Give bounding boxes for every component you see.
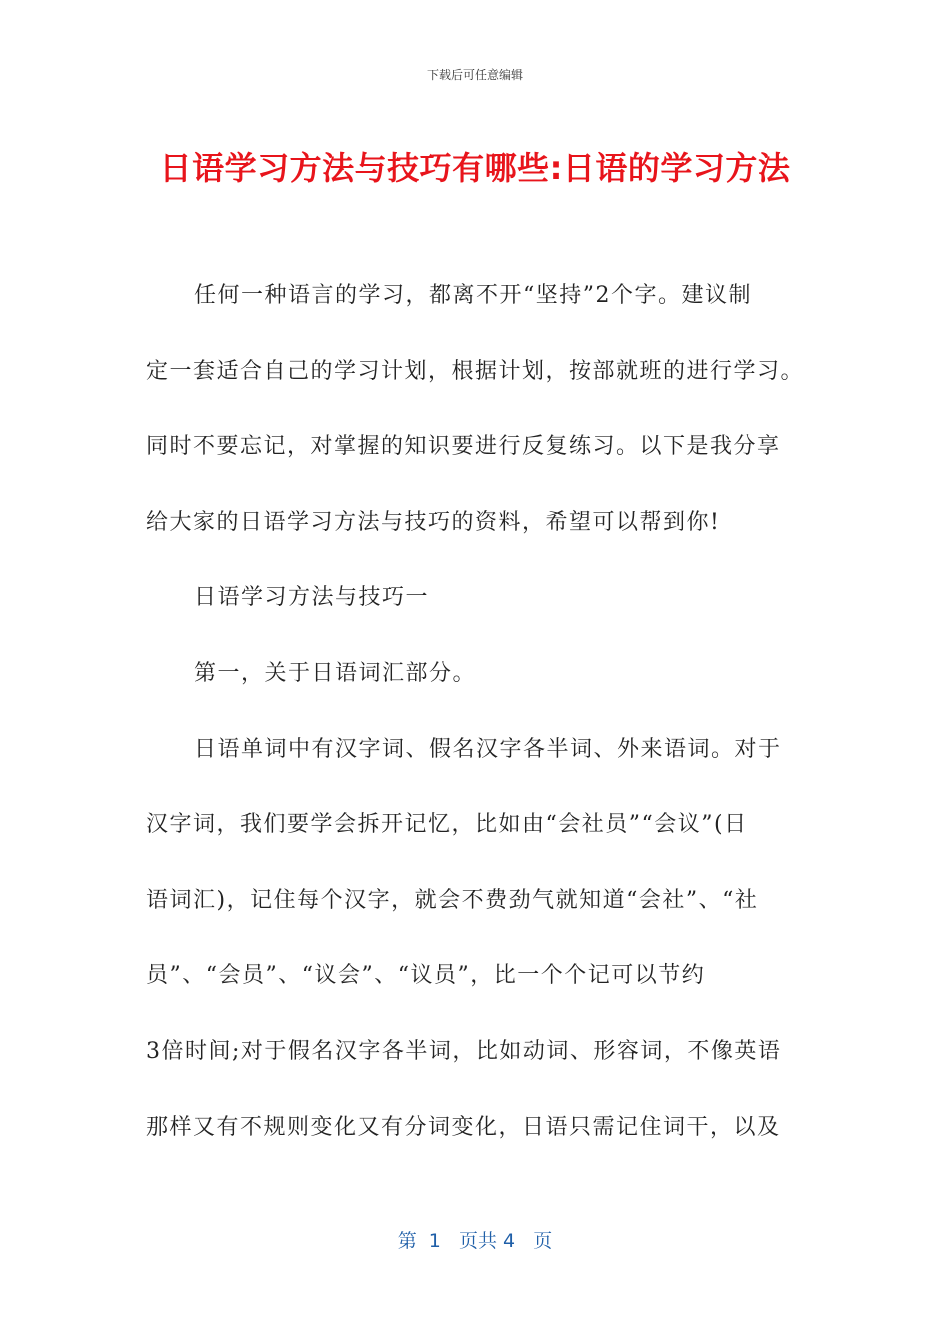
paragraph-line: 定一套适合自己的学习计划，根据计划，按部就班的进行学习。 [146, 358, 805, 384]
document-body [146, 276, 810, 1183]
paragraph-line: 语词汇)，记住每个汉字，就会不费劲气就知道“会社”、“社 [146, 887, 759, 913]
paragraph-line: 员”、“会员”、“议会”、“议员”，比一个个记可以节约 [146, 963, 706, 989]
header-note: 下载后可任意编辑 [426, 68, 523, 82]
page-number-footer: 第 1 页共 4 页 [397, 1230, 553, 1252]
paragraph-line: 那样又有不规则变化又有分词变化，日语只需记住词干，以及 [146, 1114, 781, 1140]
paragraph-line: 给大家的日语学习方法与技巧的资料，希望可以帮到你! [146, 509, 721, 535]
paragraph-line: 同时不要忘记，对掌握的知识要进行反复练习。以下是我分享 [146, 434, 781, 460]
section-heading: 日语学习方法与技巧一 [194, 585, 430, 611]
paragraph-line: 3倍时间;对于假名汉字各半词，比如动词、形容词，不像英语 [146, 1038, 782, 1064]
paragraph-line: 任何一种语言的学习，都离不开“坚持”2个字。建议制 [194, 283, 752, 308]
paragraph-line: 日语单词中有汉字词、假名汉字各半词、外来语词。对于 [194, 736, 782, 762]
subsection-heading: 第一，关于日语词汇部分。 [194, 660, 477, 686]
paragraph-line: 汉字词，我们要学会拆开记忆，比如由“会社员”“会议”(日 [146, 812, 748, 838]
document-title: 日语学习方法与技巧有哪些:日语的学习方法 [159, 149, 791, 187]
